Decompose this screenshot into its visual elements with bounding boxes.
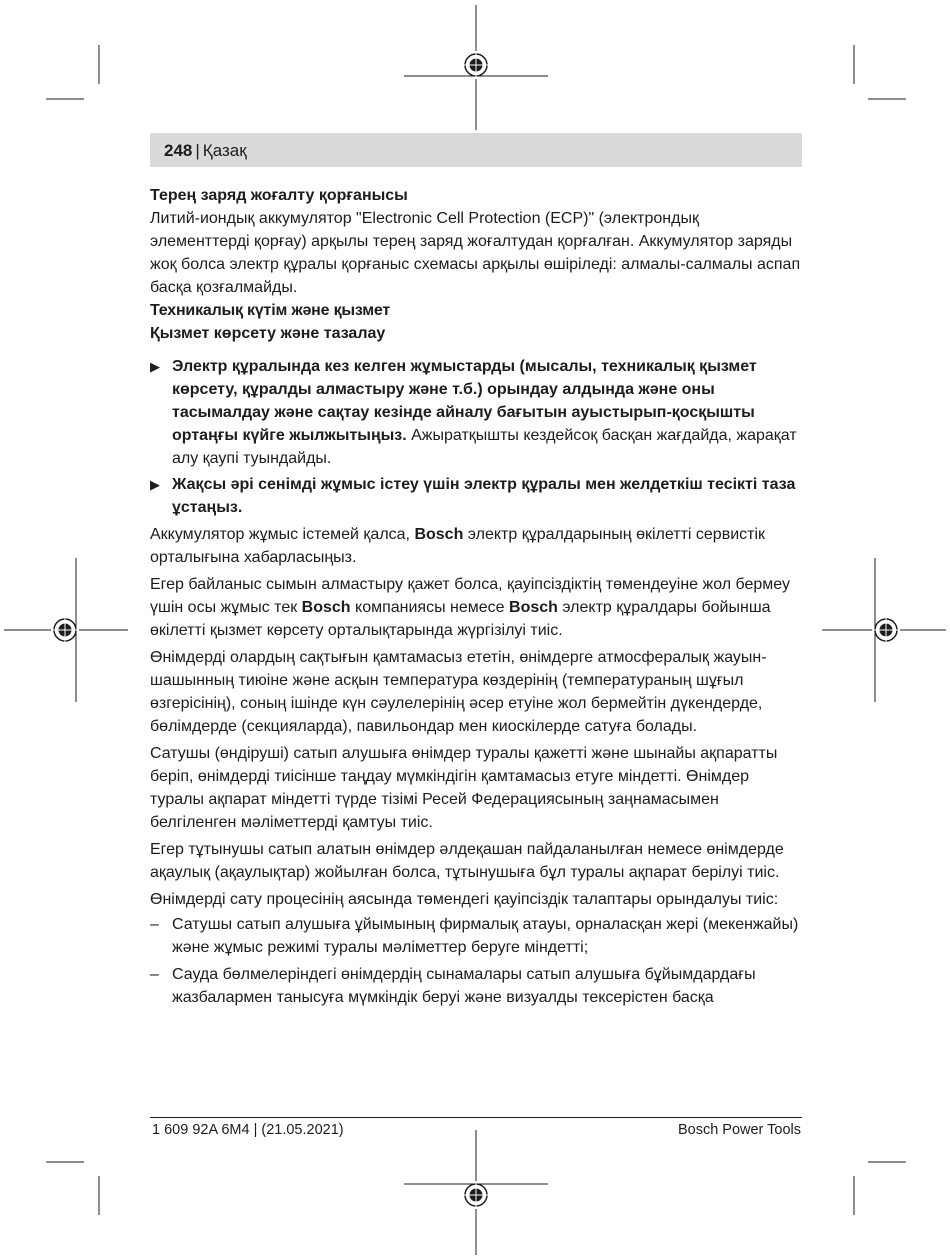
footer-brand: Bosch Power Tools <box>677 1122 801 1138</box>
list-item <box>150 913 802 959</box>
text-run: электр құралдары бойынша өкілетті қызмет көрсету орталықтарында жүргізілуі тиіс. <box>150 599 771 639</box>
header-language: Қазақ <box>202 141 247 160</box>
text-run: Егер байланыс сымын алмастыру қажет болса, қауіпсіздіктің төмендеуіне жол бермеу үшін осы жұмыс тек <box>150 576 791 616</box>
bullet-bold-text: Жақсы әрі сенімді жұмыс істеу үшін электр құралы мен желдеткіш тесікті таза ұстаңыз. <box>172 476 796 516</box>
paragraph-battery-service <box>150 523 802 569</box>
registration-target-left <box>51 616 79 644</box>
main-heading: Техникалық күтім және қызмет <box>150 302 390 319</box>
paragraph-cord-replacement <box>150 573 802 642</box>
text-run: компаниясы немесе <box>350 599 510 616</box>
header-separator: | <box>195 141 200 160</box>
list-item <box>150 963 802 1009</box>
paragraph-used-products: Егер тұтынушы сатып алатын өнімдер әлдеқашан пайдаланылған немесе өнімдерде ақаулық (ақаулықтар) жойылған болса, тұтынушыға бұл туралы ақпарат берілуі тиіс. <box>150 841 784 881</box>
page-content <box>150 184 802 1013</box>
warning-list <box>150 355 802 519</box>
registration-target-right <box>872 616 900 644</box>
text-run: электр құралдарының өкілетті сервистік орталығына хабарласыңыз. <box>150 526 766 566</box>
list-item <box>150 473 802 519</box>
brand-name: Bosch <box>509 599 558 616</box>
page-number: 248 <box>164 141 193 160</box>
sub-heading: Қызмет көрсету және тазалау <box>150 325 386 342</box>
paragraph-seller-info: Сатушы (өндіруші) сатып алушыға өнімдер туралы қажетті және шынайы ақпаратты беріп, өнімдерді тиісінше таңдау мүмкіндігін қамтамасыз етуге міндетті. Өнімдер туралы ақпарат міндетті түрде тізімі Ресей Федерациясының заңнамасымен белгіленген мәліметтерді қамтуы тиіс. <box>150 745 778 831</box>
bullet-normal-text: Ажыратқышты кездейсоқ басқан жағдайда, жарақат алу қаупі туындайды. <box>172 427 797 467</box>
page-header <box>164 141 247 161</box>
registration-target-top <box>462 51 490 79</box>
paragraph-storage-sale: Өнімдерді олардың сақтығын қамтамасыз ететін, өнімдерге атмосфералық жауын-шашынның тиюіне және асқын температура көздерінің (температураның шұғыл өзгерісінің), соның ішінде күн сәулелерінің әсер етуіне жол бермейтін дүкендерде, бөлімдерде (секцияларда), павильондар мен киоскілерде сатуға болады. <box>150 649 767 735</box>
registration-target-bottom <box>462 1181 490 1209</box>
bullet-bold-text: Электр құралында кез келген жұмыстарды (мысалы, техникалық қызмет көрсету, құралды алмастыру және т.б.) орындау алдында және оны тасымалдау және сақтау кезінде айналу бағытын ауыстырып-қосқышты ортаңғы күйге жылжытыңыз. <box>172 358 757 444</box>
paragraph-safety-requirements: Өнімдерді сату процесінің аясында төмендегі қауіпсіздік талаптары орындалуы тиіс: <box>150 891 779 908</box>
text-run: Аккумулятор жұмыс істемей қалса, <box>150 526 415 543</box>
footer-rule <box>150 1117 802 1118</box>
dash-bullet: – <box>150 966 159 983</box>
footer-document-id: 1 609 92A 6M4 | (21.05.2021) <box>152 1122 344 1138</box>
section-heading-deep-discharge: Терең заряд жоғалту қорғанысы <box>150 187 408 204</box>
dash-bullet: – <box>150 916 159 933</box>
list-item-text: Сауда бөлмелеріндегі өнімдердің сынамалары сатып алушыға бұйымдардағы жазбалармен танысуға мүмкіндік беруі және визуалды тексерістен басқа <box>172 966 756 1006</box>
triangle-bullet-icon: ▶ <box>150 477 160 492</box>
brand-name: Bosch <box>414 526 464 543</box>
requirements-list <box>150 913 802 1009</box>
brand-name: Bosch <box>301 599 351 616</box>
list-item <box>150 355 802 470</box>
header-bar <box>150 133 802 167</box>
paragraph-deep-discharge: Литий-иондық аккумулятор "Electronic Cell Protection (ECP)" (электрондық элементтерді қорғау) арқылы терең заряд жоғалтудан қорғалған. Аккумулятор заряды жоқ болса электр құралы қорғаныс схемасы арқылы өшіріледі: алмалы-салмалы аспап басқа қозғалмайды. <box>150 210 801 296</box>
triangle-bullet-icon: ▶ <box>150 359 160 374</box>
list-item-text: Сатушы сатып алушыға ұйымының фирмалық атауы, орналасқан жері (мекенжайы) және жұмыс режимі туралы мәліметтер беруге міндетті; <box>172 916 799 956</box>
